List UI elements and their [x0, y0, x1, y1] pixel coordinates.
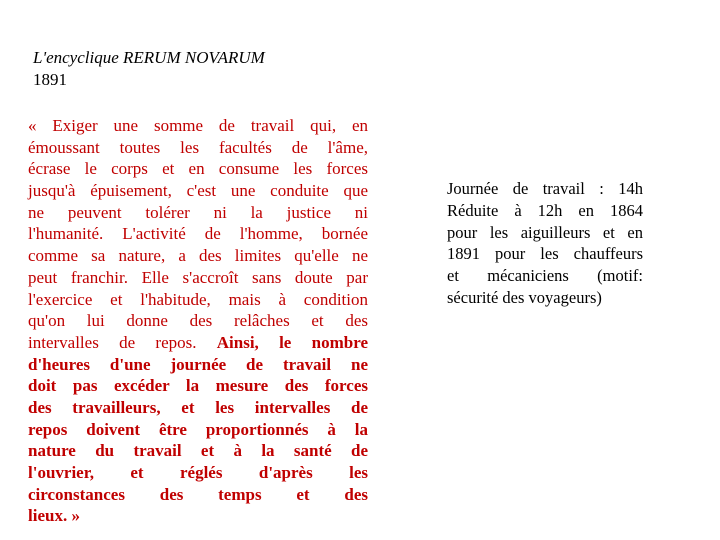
- quote-line: [28, 310, 368, 332]
- quote-line: [28, 137, 368, 159]
- quote-bold-text: l'ouvrier, et réglés d'après les: [28, 463, 368, 482]
- quote-line: [28, 484, 368, 506]
- quote-line: [28, 419, 368, 441]
- quote-bold-text: circonstances des temps et des: [28, 484, 368, 504]
- title-year: 1891: [33, 70, 67, 89]
- quote-text: comme sa nature, a des limites qu'elle ne: [28, 246, 368, 266]
- quote-text: jusqu'à épuisement, c'est une conduite que: [28, 181, 368, 201]
- quote-line: [28, 332, 368, 354]
- quote-text: intervalles de repos.: [28, 332, 217, 352]
- quote-bold-text: repos doivent être proportionnés à la: [28, 419, 368, 439]
- quote-text: ne peuvent tolérer ni la justice ni: [28, 202, 368, 222]
- quote-text: qu'on lui donne des relâches et des: [28, 311, 368, 331]
- note-line: et mécaniciens (motif:: [447, 266, 643, 286]
- quote-text: écrase le corps et en consume les forces: [28, 159, 368, 179]
- quote-line: [28, 354, 368, 376]
- quote-bold-text: d'heures d'une journée de travail ne: [28, 354, 368, 374]
- quote-bold-text: Ainsi, le nombre: [216, 332, 368, 352]
- quote-bold-text: nature du travail et à la santé de: [28, 441, 368, 461]
- quote-text: émoussant toutes les facultés de l'âme,: [28, 137, 368, 157]
- note-line: Journée de travail : 14h: [447, 179, 643, 198]
- note-line: sécurité des voyageurs): [447, 287, 602, 307]
- note-line: Réduite à 12h en 1864: [447, 200, 643, 220]
- document-title: [33, 47, 265, 91]
- quote-line: [28, 245, 368, 267]
- note-line: pour les aiguilleurs et en: [447, 222, 643, 242]
- quote-line: [28, 375, 368, 397]
- quote-line: [28, 202, 368, 224]
- quote-line: [28, 289, 368, 311]
- quote-bold-text: doit pas excéder la mesure des forces: [28, 376, 368, 396]
- quote-text: peut franchir. Elle s'accroît sans doute par: [28, 267, 368, 287]
- quote-line: [28, 158, 368, 180]
- quote-line: [28, 115, 368, 137]
- quote-line: [28, 462, 368, 484]
- quote-text: l'humanité. L'activité de l'homme, bornée: [28, 224, 368, 244]
- quote-line: [28, 505, 368, 527]
- quote-bold-text: lieux. »: [28, 506, 80, 526]
- encyclical-quote: [28, 115, 368, 527]
- working-hours-note: [447, 178, 643, 309]
- quote-text: l'exercice et l'habitude, mais à condition: [28, 289, 368, 309]
- quote-line: [28, 267, 368, 289]
- quote-bold-text: des travailleurs, et les intervalles de: [28, 397, 368, 417]
- note-line: 1891 pour les chauffeurs: [447, 244, 643, 264]
- quote-line: [28, 180, 368, 202]
- quote-line: [28, 440, 368, 462]
- quote-line: [28, 223, 368, 245]
- title-encyclical: L'encyclique RERUM NOVARUM: [33, 48, 265, 67]
- quote-text: « Exiger une somme de travail qui, en: [28, 116, 368, 135]
- quote-line: [28, 397, 368, 419]
